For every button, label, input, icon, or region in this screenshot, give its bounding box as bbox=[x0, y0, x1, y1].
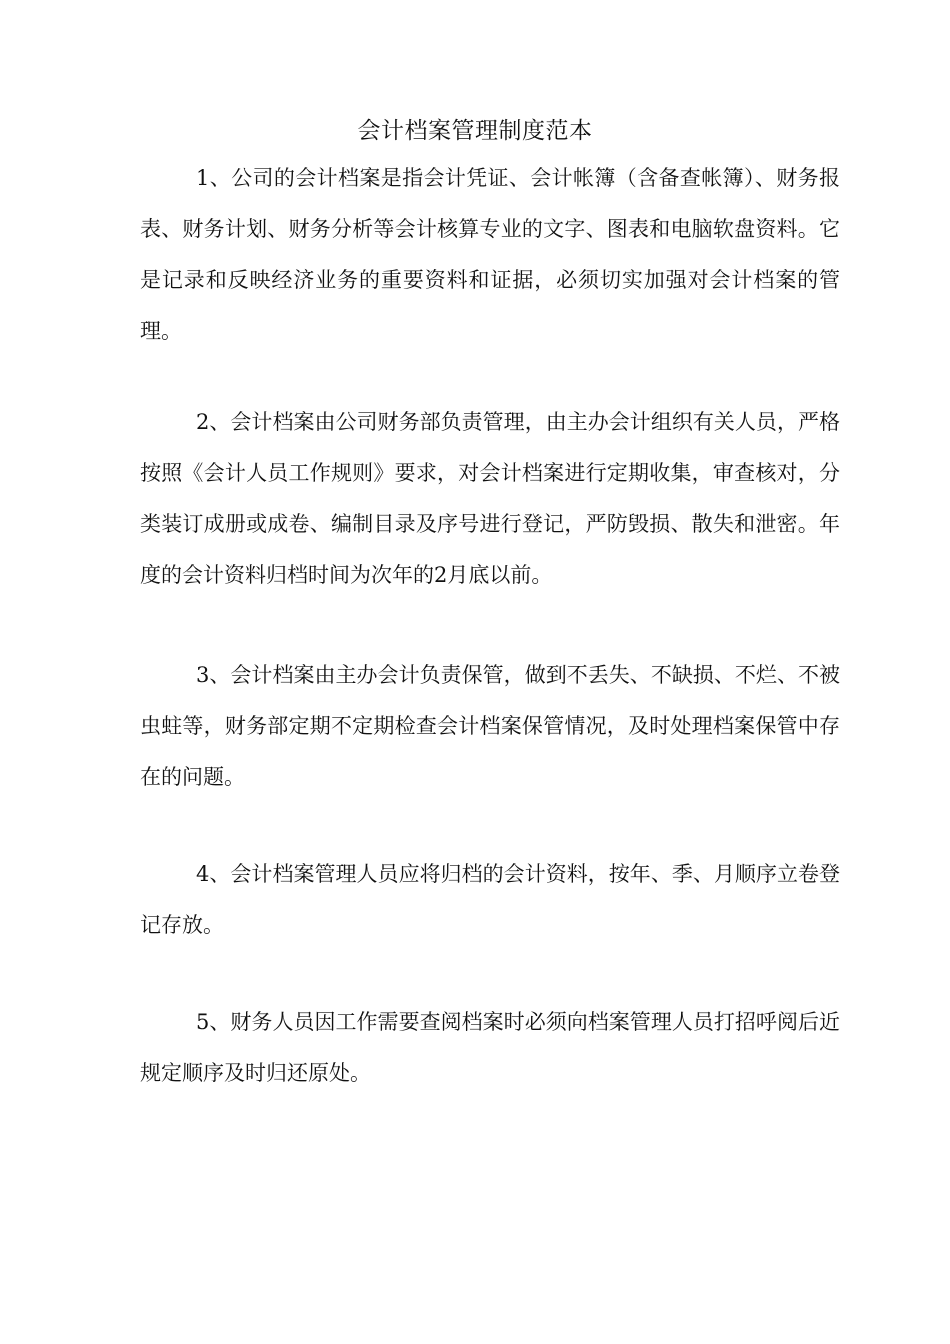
paragraph-2: 2、会计档案由公司财务部负责管理，由主办会计组织有关人员，严格按照《会计人员工作规则》要求，对会计档案进行定期收集，审查核对，分类装订成册或成卷、编制目录及序号进行登记，严防毁损、散失和泄密。年度的会计资料归档时间为次年的2月底以前。 bbox=[140, 410, 840, 587]
paragraph-3: 3、会计档案由主办会计负责保管，做到不丢失、不缺损、不烂、不被虫蛀等，财务部定期不定期检查会计档案保管情况，及时处理档案保管中存在的问题。 bbox=[140, 663, 840, 789]
paragraph-1: 1、公司的会计档案是指会计凭证、会计帐簿（含备查帐簿）、财务报表、财务计划、财务分析等会计核算专业的文字、图表和电脑软盘资料。它是记录和反映经济业务的重要资料和证据，必须切实加强对会计档案的管理。 bbox=[140, 166, 840, 343]
document-title: 会计档案管理制度范本 bbox=[357, 118, 593, 144]
paragraph-5: 5、财务人员因工作需要查阅档案时必须向档案管理人员打招呼阅后近规定顺序及时归还原处。 bbox=[140, 1010, 840, 1085]
paragraph-4: 4、会计档案管理人员应将归档的会计资料，按年、季、月顺序立卷登记存放。 bbox=[140, 862, 840, 937]
